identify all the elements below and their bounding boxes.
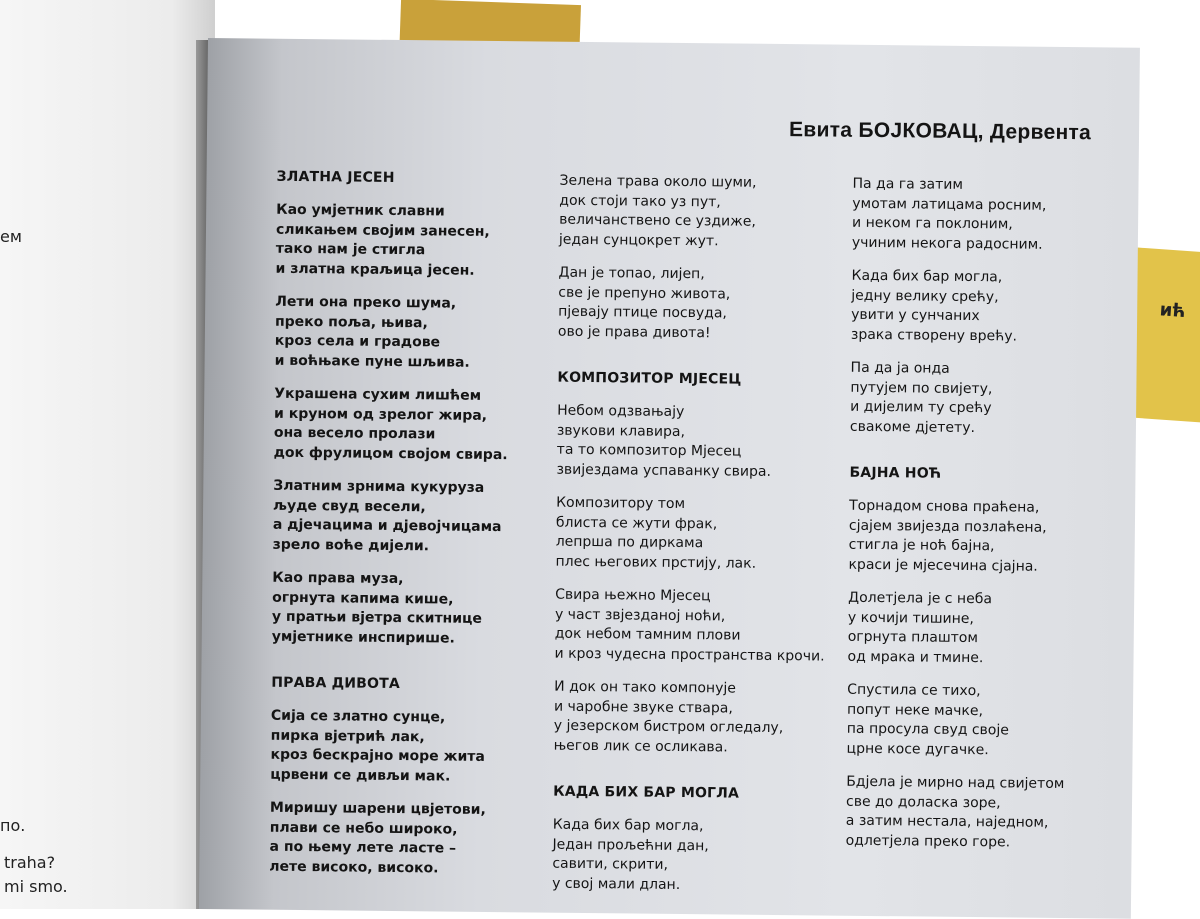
poem-title: БАЈНА НОЋ bbox=[849, 464, 942, 482]
poem-stanza bbox=[852, 175, 1113, 256]
poem-line: његов лик се осликава. bbox=[553, 737, 728, 755]
poem-line: краси је мјесечина сјајна. bbox=[848, 556, 1038, 575]
right-page bbox=[199, 38, 1140, 919]
poem-line: Спустила се тихо, bbox=[847, 681, 981, 700]
poem-line: и воћњаке пуне шљива. bbox=[274, 352, 470, 371]
poem-line: сјајем звијезда позлаћена, bbox=[848, 517, 1047, 536]
poem-line: Дан је топао, лијеп, bbox=[558, 264, 705, 283]
poem-line: свакоме дјетету. bbox=[849, 418, 976, 436]
poem-line: зрело воће дијели. bbox=[272, 536, 430, 554]
poem-line: Када бих бар могла, bbox=[552, 816, 704, 835]
poem-stanza bbox=[552, 816, 843, 897]
poem-line: у част звјезданој ноћи, bbox=[554, 606, 726, 624]
poem-line: умјетнике инспирише. bbox=[271, 628, 455, 647]
poem-line: И док он тако компонује bbox=[554, 678, 737, 697]
poem-column-2 bbox=[552, 172, 850, 911]
poem-line: и неком га поклоним, bbox=[852, 214, 1013, 233]
poem-stanza bbox=[269, 799, 540, 880]
poem-line: путујем по свијету, bbox=[850, 379, 993, 397]
left-page bbox=[0, 0, 215, 909]
poem-title: ЗЛАТНА ЈЕСЕН bbox=[276, 168, 395, 186]
poem-stanza bbox=[558, 264, 849, 345]
poem-line: црне косе дугачке. bbox=[846, 740, 989, 758]
poem-stanza bbox=[554, 678, 845, 759]
poem-stanza bbox=[555, 494, 846, 575]
poem-line: пјевају птице посвуда, bbox=[558, 303, 728, 322]
poem-line: огрнута капима кише, bbox=[272, 589, 454, 608]
poem-line: звукови клавира, bbox=[556, 422, 686, 440]
poem-line: пирка вјетрић лак, bbox=[270, 727, 425, 745]
poem-line: док фрулицом својом свира. bbox=[273, 444, 508, 463]
poem-line: и чаробне звуке ствара, bbox=[553, 698, 733, 717]
poem-line: Као права муза, bbox=[272, 569, 404, 588]
poem-line: у језерском бистром огледалу, bbox=[553, 717, 784, 737]
poem-line: Бдјела је мирно над свијетом bbox=[846, 773, 1065, 793]
poem-line: док стоји тако уз пут, bbox=[559, 192, 721, 210]
poem-line: један сунцокрет жут. bbox=[558, 231, 719, 249]
poem-line: одлетјела преко горе. bbox=[845, 832, 1011, 850]
poem-line: у свој мали длан. bbox=[552, 875, 681, 893]
poem-line: плави се небо широко, bbox=[269, 819, 458, 838]
poem-stanza bbox=[848, 497, 1109, 578]
poem-line: Златним зрнима кукуруза bbox=[273, 477, 485, 496]
poem-line: па просула свуд своје bbox=[846, 720, 1010, 739]
poem-line: зрака створену врећу. bbox=[850, 326, 1018, 344]
poem-line: а затим нестала, наједном, bbox=[845, 812, 1049, 831]
author-heading: Евита БОЈКОВАЦ, Дервента bbox=[788, 118, 1092, 145]
poem-line: лепрша по диркама bbox=[555, 533, 704, 552]
poem-title: КОМПОЗИТОР МЈЕСЕЦ bbox=[557, 369, 742, 388]
poem-line: сликањем својим занесен, bbox=[275, 221, 490, 240]
poem-stanza bbox=[847, 589, 1108, 670]
poem-line: Миришу шарени цвјетови, bbox=[269, 799, 486, 818]
poem-line: кроз села и градове bbox=[274, 332, 441, 351]
left-page-fragment: mi smo. bbox=[4, 877, 68, 896]
poem-line: све је препуно живота, bbox=[558, 284, 731, 302]
poem-line: Сија се златно сунце, bbox=[270, 707, 446, 726]
poem-line: тако нам је стигла bbox=[275, 240, 426, 259]
left-page-fragment: traha? bbox=[4, 853, 56, 872]
poem-line: Свира њежно Мјесец bbox=[555, 586, 711, 605]
poem-stanza bbox=[556, 402, 847, 483]
poem-line: Композитору том bbox=[556, 494, 686, 513]
poem-line: лете високо, високо. bbox=[269, 858, 439, 876]
poem-stanza bbox=[272, 569, 543, 650]
poem-line: људе свуд весели, bbox=[273, 497, 426, 515]
poem-column-1 bbox=[269, 169, 547, 894]
poem-line: Украшена сухим лишћем bbox=[274, 385, 482, 404]
poem-line: Небом одзвањају bbox=[557, 402, 685, 421]
left-page-fragment: по. bbox=[0, 816, 26, 835]
poem-line: Зелена трава около шуми, bbox=[559, 172, 757, 191]
poem-stanza bbox=[851, 267, 1112, 348]
poem-line: Па да ја онда bbox=[850, 359, 950, 377]
poem-stanza bbox=[275, 201, 546, 282]
poem-line: у пратњи вјетра скитнице bbox=[271, 608, 483, 627]
poem-line: црвени се дивљи мак. bbox=[270, 766, 451, 785]
poem-line: Као умјетник славни bbox=[276, 201, 445, 220]
poem-line: Када бих бар могла, bbox=[851, 267, 1003, 286]
poem-stanza bbox=[846, 773, 1107, 854]
poem-line: у кочији тишине, bbox=[847, 609, 974, 627]
poem-line: умотам латицама росним, bbox=[852, 195, 1047, 214]
poem-line: ово је права дивота! bbox=[557, 323, 711, 341]
poem-line: Долетјела је с неба bbox=[848, 589, 993, 608]
poem-stanza bbox=[275, 293, 546, 374]
poem-line: звијездама успаванку свира. bbox=[556, 461, 772, 480]
poem-line: блиста се жути фрак, bbox=[555, 514, 718, 532]
poem-line: савити, скрити, bbox=[552, 855, 669, 873]
poem-line: док небом тамним плови bbox=[554, 625, 741, 644]
poem-line: кроз бескрајно море жита bbox=[270, 746, 485, 765]
poem-stanza bbox=[270, 707, 541, 788]
poem-line: она весело пролази bbox=[273, 424, 436, 443]
poem-stanza bbox=[846, 681, 1107, 762]
poem-line: плес његових прстију, лак. bbox=[555, 553, 757, 572]
poem-line: и кроз чудесна пространства крочи. bbox=[554, 645, 825, 664]
poem-stanza bbox=[273, 477, 544, 558]
poem-stanza bbox=[554, 586, 845, 667]
poem-title: КАДА БИХ БАР МОГЛА bbox=[553, 783, 740, 802]
poem-line: а дјечацима и дјевојчицама bbox=[272, 516, 502, 536]
poem-line: а по њему лете ласте – bbox=[269, 838, 457, 857]
left-page-fragment: ем bbox=[0, 227, 22, 246]
poem-line: Торнадом снова праћена, bbox=[849, 497, 1040, 516]
poem-line: увити у сунчаних bbox=[851, 306, 980, 325]
poem-line: попут неке мачке, bbox=[846, 701, 984, 719]
poem-line: величанствено се уздиже, bbox=[559, 211, 756, 230]
poem-stanza bbox=[850, 359, 1111, 440]
poem-stanza bbox=[559, 172, 850, 253]
poem-line: и круном од зрелог жира, bbox=[273, 405, 488, 424]
book-tab-text: ић bbox=[1159, 299, 1187, 322]
poem-line: од мрака и тмине. bbox=[847, 648, 984, 666]
poem-column-3 bbox=[845, 175, 1112, 868]
poem-line: преко поља, њива, bbox=[274, 313, 428, 331]
poem-line: Па да га затим bbox=[852, 175, 964, 193]
poem-line: учиним некога радосним. bbox=[851, 234, 1043, 253]
poem-line: та то композитор Мјесец bbox=[556, 441, 742, 460]
poem-line: и дијелим ту срећу bbox=[850, 398, 992, 417]
poem-line: стигла је ноћ бајна, bbox=[848, 536, 995, 555]
poem-stanza bbox=[274, 385, 545, 466]
poem-line: све до доласка зоре, bbox=[845, 793, 1001, 811]
poem-line: огрнута плаштом bbox=[847, 628, 979, 647]
poem-line: једну велику срећу, bbox=[851, 287, 999, 305]
poem-line: Један прољећни дан, bbox=[552, 836, 709, 854]
poem-line: Лети она преко шума, bbox=[275, 293, 457, 312]
poem-line: и златна краљица јесен. bbox=[275, 260, 475, 279]
poem-title: ПРАВА ДИВОТА bbox=[271, 674, 401, 693]
